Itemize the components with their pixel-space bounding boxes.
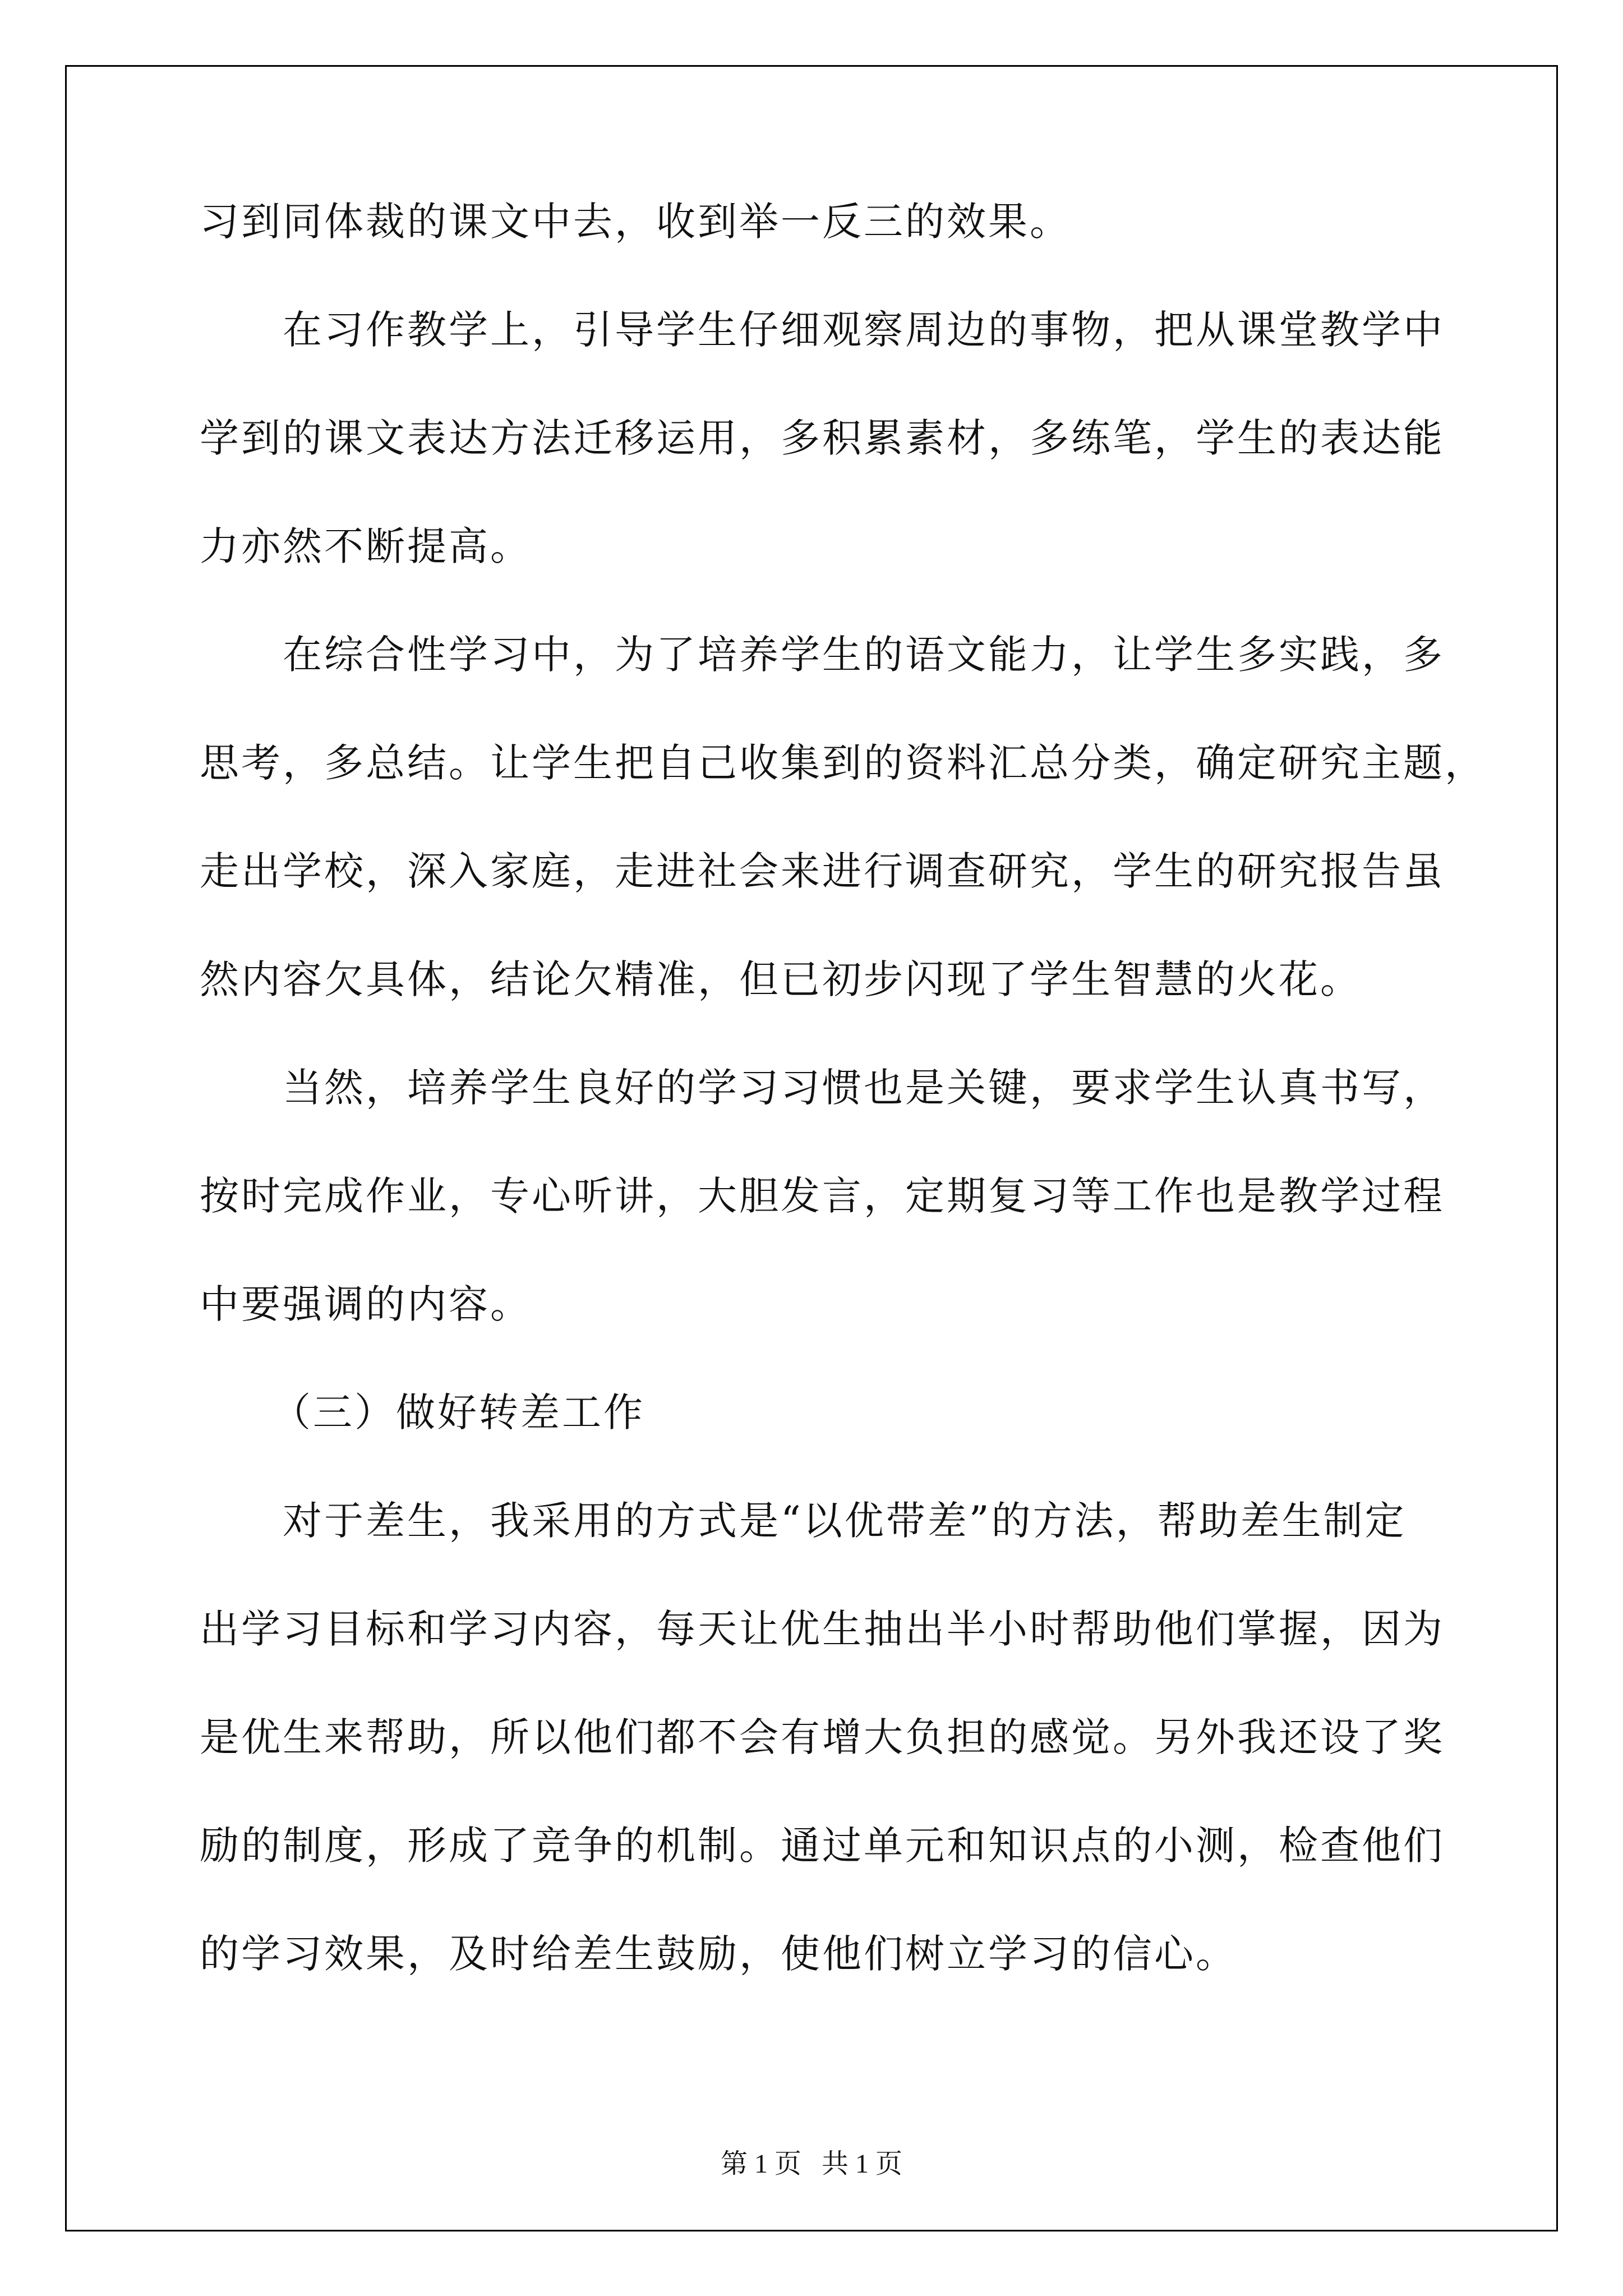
text-line: 当然，培养学生良好的学习习惯也是关键，要求学生认真书写， [283, 1065, 1445, 1111]
text-line: 思考，多总结。让学生把自己收集到的资料汇总分类，确定研究主题， [200, 740, 1486, 786]
text-line: 然内容欠具体，结论欠精准，但已初步闪现了学生智慧的火花。 [200, 956, 1362, 1002]
text-line: 对于差生，我采用的方式是“以优带差”的方法，帮助差生制定 [283, 1498, 1407, 1544]
text-line: 学到的课文表达方法迁移运用，多积累素材，多练笔，学生的表达能 [200, 415, 1445, 461]
text-line: 是优生来帮助，所以他们都不会有增大负担的感觉。另外我还设了奖 [200, 1714, 1445, 1760]
page-number-footer: 第 1 页 共 1 页 [720, 2149, 902, 2179]
text-line: 在综合性学习中，为了培养学生的语文能力，让学生多实践，多 [283, 632, 1445, 678]
section-heading: （三）做好转差工作 [271, 1389, 645, 1435]
text-line: 按时完成作业，专心听讲，大胆发言，定期复习等工作也是教学过程 [200, 1173, 1445, 1219]
page-border [65, 65, 1558, 2231]
text-line: 出学习目标和学习内容，每天让优生抽出半小时帮助他们掌握，因为 [200, 1606, 1445, 1652]
text-line: 中要强调的内容。 [200, 1281, 532, 1327]
text-line: 走出学校，深入家庭，走进社会来进行调查研究，学生的研究报告虽 [200, 848, 1445, 894]
text-line: 的学习效果，及时给差生鼓励，使他们树立学习的信心。 [200, 1931, 1237, 1977]
text-line: 习到同体裁的课文中去，收到举一反三的效果。 [200, 199, 1071, 245]
text-line: 在习作教学上，引导学生仔细观察周边的事物，把从课堂教学中 [283, 307, 1445, 353]
text-line: 励的制度，形成了竞争的机制。通过单元和知识点的小测，检查他们 [200, 1823, 1445, 1869]
text-line: 力亦然不断提高。 [200, 523, 532, 569]
